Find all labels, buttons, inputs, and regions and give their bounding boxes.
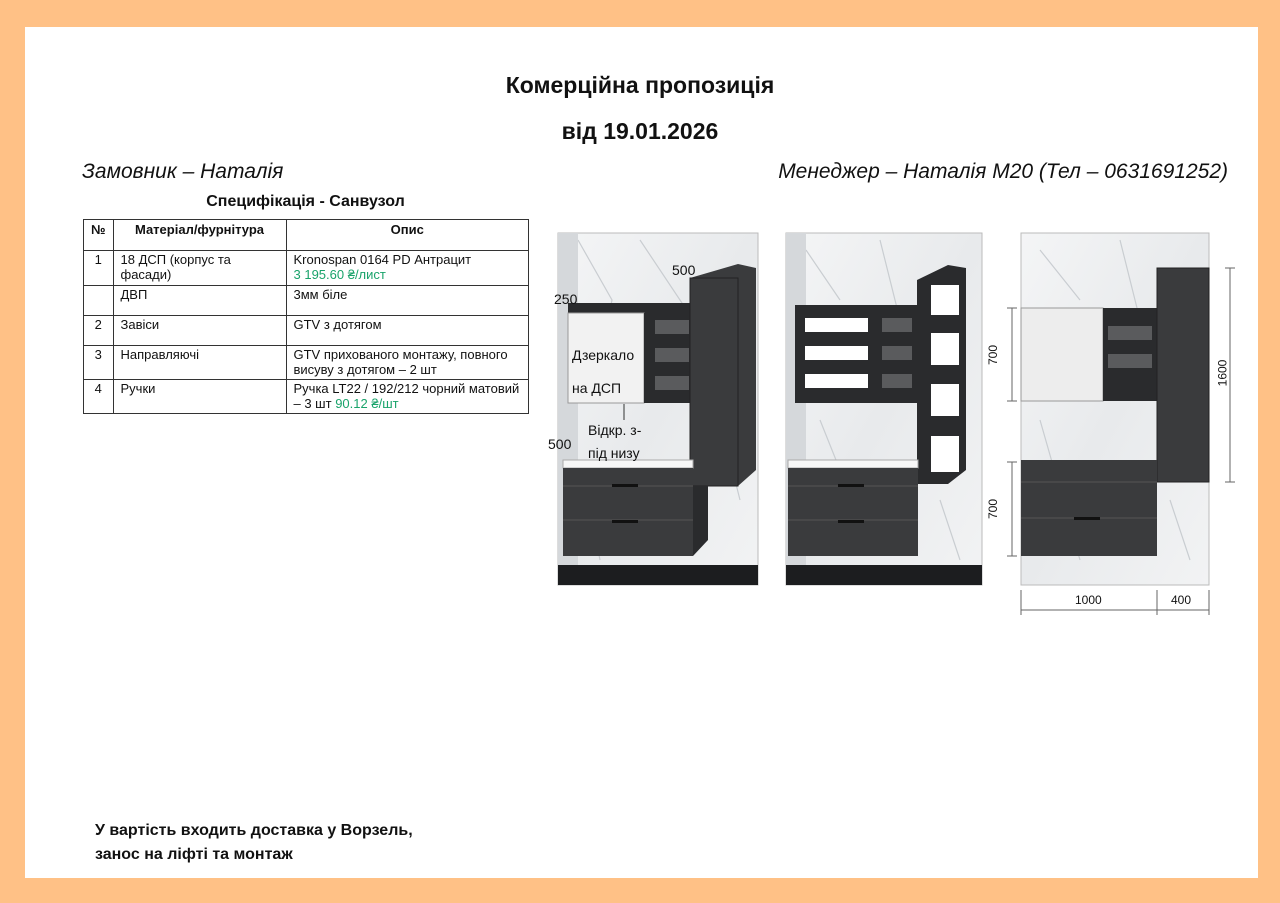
row-desc-text: Kronospan 0164 PD Антрацит: [293, 252, 472, 267]
document-date: від 19.01.2026: [561, 118, 719, 144]
row-num: 4: [84, 380, 114, 414]
dim-700-bottom-label: 700: [986, 498, 1001, 520]
dim-700-top-label: 700: [986, 344, 1001, 366]
dim-400-label: 400: [1171, 593, 1192, 607]
footer-line2: занос на ліфті та монтаж: [95, 846, 293, 863]
dim-500-left-label: 500: [548, 436, 572, 452]
note-mirror-line2: на ДСП: [572, 380, 622, 396]
row-num: 3: [84, 346, 114, 380]
row-material: Ручки: [113, 380, 286, 414]
footer-line1: У вартість входить доставка у Ворзель,: [95, 822, 413, 839]
row-num: 1: [84, 251, 114, 286]
footer-note: [95, 819, 413, 867]
row-material: ДВП: [113, 286, 286, 316]
dim-1000-label: 1000: [1075, 593, 1102, 607]
row-num: 2: [84, 316, 114, 346]
note-open-line1: Відкр. з-: [588, 422, 642, 438]
spec-title: Специфікація - Санвузол: [206, 193, 405, 210]
note-mirror-line1: Дзеркало: [572, 347, 635, 363]
note-open-line2: під низу: [588, 445, 640, 461]
row-material: 18 ДСП (корпус та фасади): [113, 251, 286, 286]
header-material: Матеріал/фурнітура: [113, 220, 286, 251]
row-material: Направляючі: [113, 346, 286, 380]
row-desc-text: Ручка LT22 / 192/212 чорний матовий – 3 шт: [293, 381, 520, 411]
customer-line: Замовник – Наталія: [82, 160, 284, 183]
row-material: Завіси: [113, 316, 286, 346]
view-3-front: [1007, 233, 1235, 615]
row-description: 3мм біле: [286, 286, 529, 316]
row-price: 3 195.60 ₴/лист: [293, 267, 386, 282]
row-price: 90.12 ₴/шт: [335, 396, 399, 411]
manager-line: Менеджер – Наталія М20 (Тел – 0631691252): [778, 160, 1228, 183]
dim-1600-label: 1600: [1215, 359, 1230, 387]
dim-500-top-label: 500: [672, 262, 696, 278]
header-description: Опис: [286, 220, 529, 251]
row-description: GTV прихованого монтажу, повного висуву з дотягом – 2 шт: [286, 346, 529, 380]
row-description: GTV з дотягом: [286, 316, 529, 346]
view-1-perspective: [558, 233, 758, 585]
header-num: №: [84, 220, 114, 251]
dim-250-label: 250: [554, 291, 578, 307]
document-title: Комерційна пропозиція: [505, 72, 775, 98]
view-2-open: [786, 233, 982, 585]
